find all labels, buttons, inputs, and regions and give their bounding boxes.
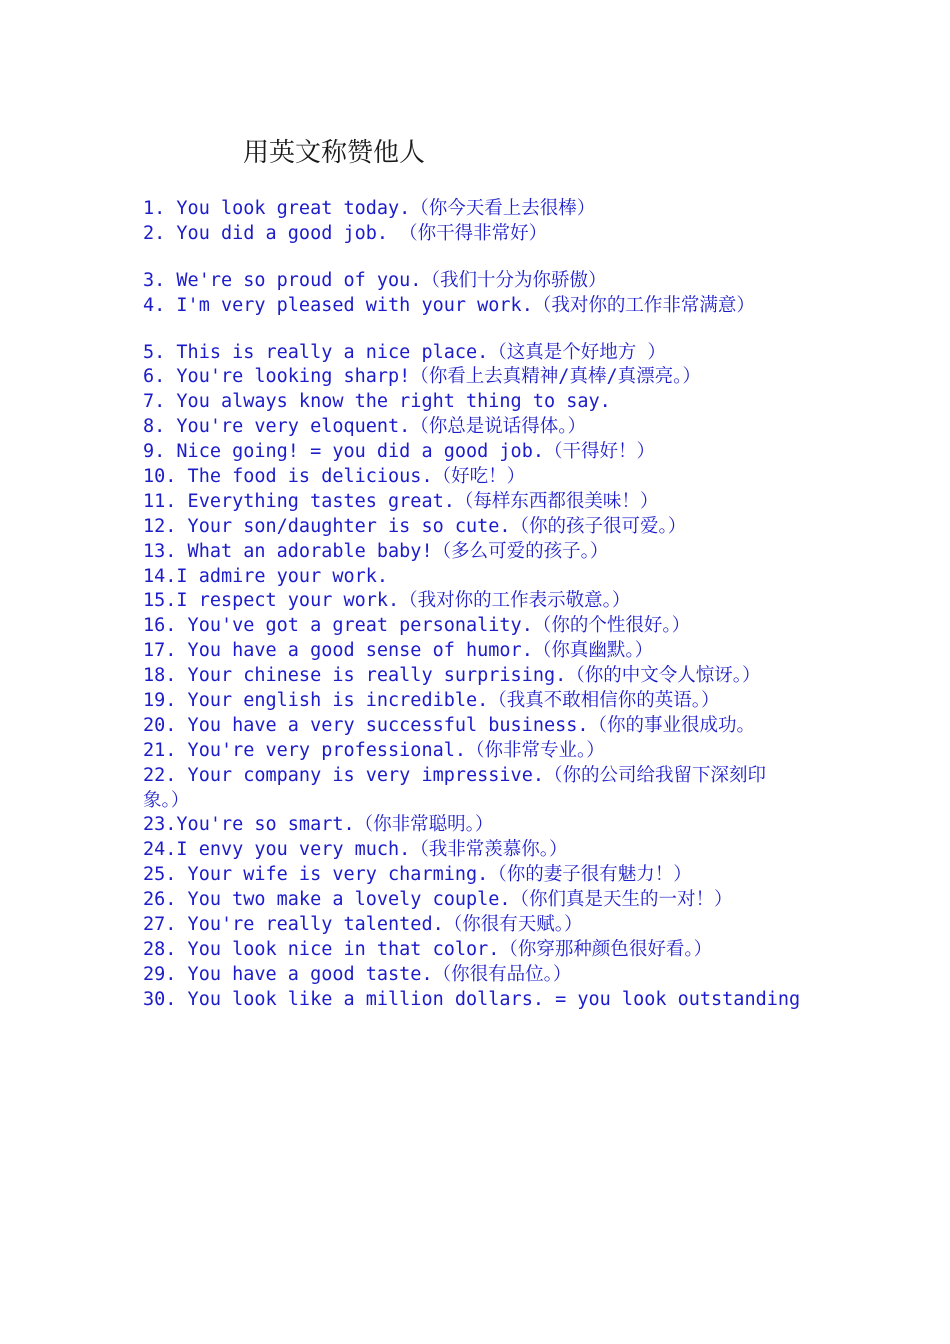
list-item: 10. The food is delicious.（好吃！） xyxy=(143,466,526,488)
compliment-list xyxy=(143,197,823,1013)
document-title: 用英文称赞他人 xyxy=(243,138,426,168)
list-item: 24.I envy you very much.（我非常羡慕你。） xyxy=(143,839,568,861)
list-item: 12. Your son/daughter is so cute.（你的孩子很可爱。） xyxy=(143,515,687,537)
list-item: 29. You have a good taste.（你很有品位。） xyxy=(143,963,572,985)
list-item-continuation: 象。） xyxy=(143,789,190,811)
list-item: 13. What an adorable baby!（多么可爱的孩子。） xyxy=(143,540,609,562)
list-item: 30. You look like a million dollars. = you look outstanding xyxy=(143,988,801,1010)
list-item: 1. You look great today.（你今天看上去很棒） xyxy=(143,198,596,219)
list-item: 17. You have a good sense of humor.（你真幽默。） xyxy=(143,640,654,662)
list-item: 23.You're so smart.（你非常聪明。） xyxy=(143,814,494,836)
list-item: 28. You look nice in that color.（你穿那种颜色很好看。） xyxy=(143,938,713,960)
list-item: 21. You're very professional.（你非常专业。） xyxy=(143,739,605,761)
list-item: 6. You're looking sharp!（你看上去真精神/真棒/真漂亮。） xyxy=(143,366,701,388)
list-item: 22. Your company is very impressive.（你的公司给我留下深刻印 xyxy=(143,764,766,786)
list-item: 15.I respect your work.（我对你的工作表示敬意。） xyxy=(143,590,631,612)
list-item: 5. This is really a nice place.（这真是个好地方 ） xyxy=(143,341,666,363)
list-item: 8. You're very eloquent.（你总是说话得体。） xyxy=(143,416,587,438)
list-item: 26. You two make a lovely couple.（你们真是天生的一对！） xyxy=(143,889,733,911)
list-item: 20. You have a very successful business.（你的事业很成功。 xyxy=(143,714,756,736)
list-item: 7. You always know the right thing to say. xyxy=(143,391,611,413)
list-item: 25. Your wife is very charming.（你的妻子很有魅力！） xyxy=(143,864,692,886)
list-item: 2. You did a good job. （你干得非常好） xyxy=(143,222,548,244)
list-item: 18. Your chinese is really surprising.（你的中文令人惊讶。） xyxy=(143,665,761,687)
list-item: 14.I admire your work. xyxy=(143,565,389,587)
list-item: 16. You've got a great personality.（你的个性很好。） xyxy=(143,615,691,637)
list-item: 11. Everything tastes great.（每样东西都很美味！） xyxy=(143,490,659,512)
list-item: 3. We're so proud of you.（我们十分为你骄傲） xyxy=(143,269,607,291)
list-item: 19. Your english is incredible.（我真不敢相信你的英语。） xyxy=(143,690,720,712)
list-item: 27. You're really talented.（你很有天赋。） xyxy=(143,914,583,936)
list-item: 4. I'm very pleased with your work.（我对你的工作非常满意） xyxy=(143,294,755,316)
list-item: 9. Nice going! = you did a good job.（干得好！） xyxy=(143,441,655,463)
